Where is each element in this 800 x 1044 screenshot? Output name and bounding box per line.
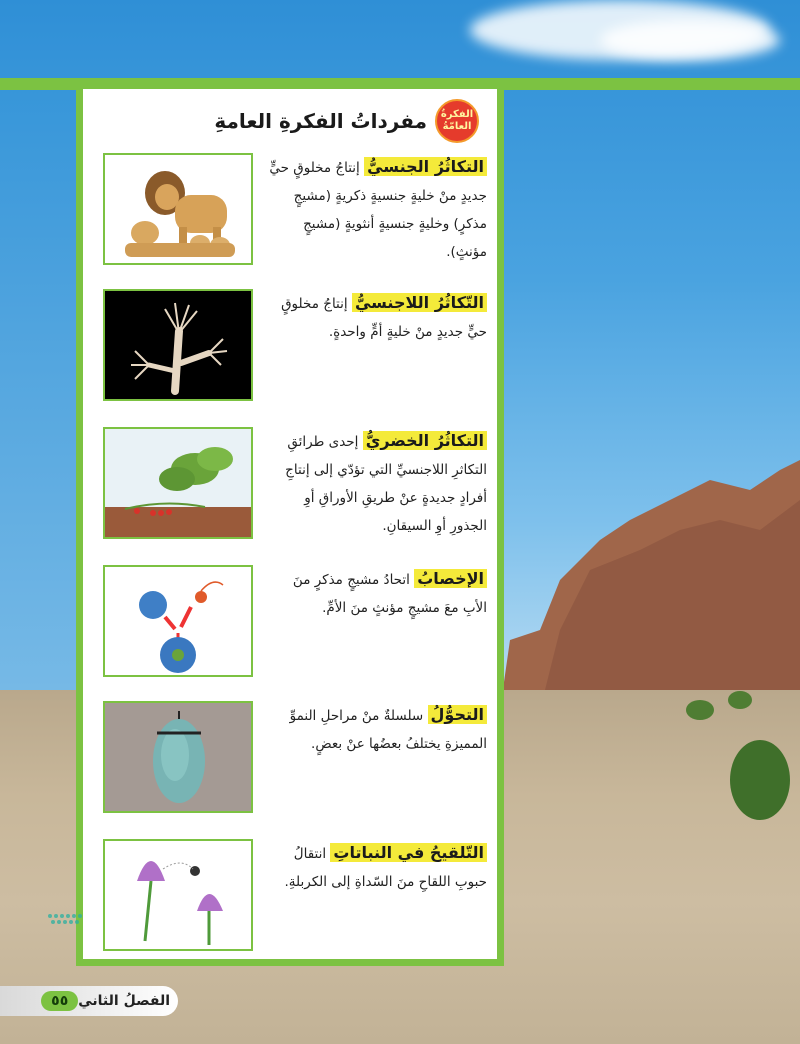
vocab-entry [95, 565, 495, 683]
page-number: ٥٥ [41, 991, 78, 1011]
fertilization-diagram [103, 565, 253, 677]
rock-outcrop [500, 460, 800, 710]
vocab-entry [95, 701, 495, 819]
big-idea-badge: الفكرةُ العامّةُ [435, 99, 479, 143]
page-footer [0, 986, 178, 1016]
vocab-term: التّكاثُرُ اللاجنسيُّ [352, 293, 487, 312]
vocab-text [265, 565, 487, 622]
vocab-entry [95, 427, 495, 545]
ministry-logo [40, 908, 160, 968]
vocab-definition: سلسلةٌ منْ مراحلِ النموِّ المميزةِ يختلفُ بعضُها عنْ بعضٍ. [289, 708, 487, 752]
chapter-label: الفصلُ الثاني [78, 993, 170, 1009]
vocabulary-card [76, 82, 504, 966]
vocab-term: التّلقيحُ في النباتاتِ [330, 843, 487, 862]
vocab-text [265, 839, 487, 896]
strawberry-plant-image [103, 427, 253, 539]
chrysalis-image [103, 701, 253, 813]
cloud [600, 20, 780, 60]
vocab-entry [95, 153, 495, 271]
vocab-term: التكاثُرُ الجنسيُّ [364, 157, 487, 176]
hydra-image [103, 289, 253, 401]
lion-family-image [103, 153, 253, 265]
vocab-definition: اتحادُ مشيجٍ مذكرٍ منَ الأبِ معَ مشيجٍ مؤنثٍ منَ الأمِّ. [292, 572, 487, 616]
vocab-term: الإخصابُ [414, 569, 487, 588]
vocab-text [265, 153, 487, 266]
vocab-term: التحوُّلُ [428, 705, 487, 724]
vocab-term: التكاثُرُ الخضريُّ [363, 431, 487, 450]
vocab-text [265, 427, 487, 540]
vocab-definition: إحدى طرائقِ التكاثرِ اللاجنسيِّ التي تؤدّي إلى إنتاجِ أفرادٍ جديدةٍ عنْ طريقِ الأوراقِ أوِ الجذورِ أوِ السيقانِ. [285, 434, 487, 534]
shrubs [660, 680, 800, 840]
left-sky-strip [0, 90, 76, 690]
vocab-text [265, 289, 487, 346]
vocab-definition: انتقالُ حبوبِ اللقاحِ منَ السّداةِ إلى الكربلةِ. [284, 846, 487, 890]
vocab-text [265, 701, 487, 758]
card-header [214, 99, 479, 143]
vocab-definition: إنتاجُ مخلوقٍ حيٍّ جديدٍ منْ خليةٍ جنسيةٍ ذكريةٍ (مشيجٍ مذكرٍ) وخليةٍ جنسيةٍ أنثويةٍ (مشيجٍ مؤنثٍ). [269, 160, 487, 260]
vocab-definition: إنتاجُ مخلوقٍ حيٍّ جديدٍ منْ خليةٍ أمٍّ واحدةٍ. [281, 296, 487, 340]
card-title: مفرداتُ الفكرةِ العامةِ [214, 109, 427, 133]
vocab-entry [95, 289, 495, 407]
